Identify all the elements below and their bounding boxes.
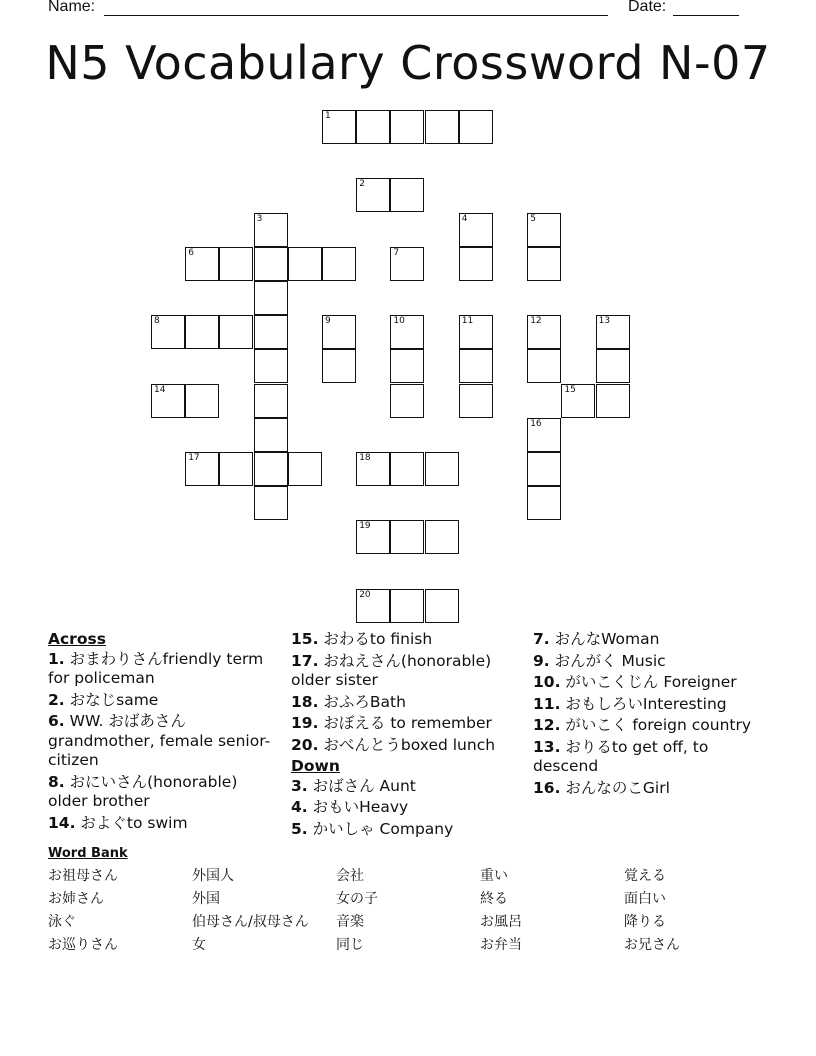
crossword-cell[interactable] <box>219 315 253 349</box>
down-clue: 12. がいこく foreign country <box>533 716 752 734</box>
cell-number: 7 <box>393 247 400 258</box>
cell-number: 6 <box>188 247 194 258</box>
across-clue: 6. WW. おばあさんgrandmother, female senior-citizen <box>48 712 271 769</box>
across-clue: 2. おなじsame <box>48 690 159 709</box>
cell-number: 2 <box>359 179 365 190</box>
cell-number: 5 <box>530 213 536 224</box>
word-bank-item: お弁当 <box>480 937 522 953</box>
word-bank-title: Word Bank <box>48 846 128 861</box>
crossword-cell[interactable] <box>185 247 219 281</box>
crossword-cell[interactable] <box>254 281 288 315</box>
down-clue: 13. おりるto get off, to descend <box>533 737 709 775</box>
crossword-cell[interactable] <box>527 213 561 247</box>
crossword-cell[interactable] <box>322 110 356 144</box>
across-clue: 20. おべんとうboxed lunch <box>291 735 496 754</box>
crossword-cell[interactable] <box>322 315 356 349</box>
word-bank-item: 音楽 <box>336 914 364 930</box>
crossword-cell[interactable] <box>254 418 288 452</box>
across-clue: 19. おぼえる to remember <box>291 714 492 732</box>
word-bank-item: 外国人 <box>192 868 234 884</box>
cell-number: 3 <box>256 213 263 224</box>
crossword-cell[interactable] <box>151 384 185 418</box>
crossword-cell[interactable] <box>390 315 424 349</box>
cell-number: 18 <box>359 453 371 463</box>
crossword-cell[interactable] <box>254 213 288 247</box>
crossword-cell[interactable] <box>596 384 630 418</box>
word-bank-item: 女の子 <box>336 891 378 907</box>
word-bank-item: 会社 <box>336 868 364 884</box>
cell-number: 8 <box>154 316 160 327</box>
cell-number: 11 <box>461 316 474 327</box>
crossword-cell[interactable] <box>390 384 424 418</box>
word-bank-item: 伯母さん/叔母さん <box>192 914 309 930</box>
word-bank-item: 女 <box>192 937 206 953</box>
crossword-cell[interactable] <box>185 315 219 349</box>
across-clue: 18. おふろBath <box>291 692 406 711</box>
word-bank-item: 外国 <box>192 891 220 907</box>
crossword-cell[interactable] <box>527 418 561 452</box>
crossword-cell[interactable] <box>254 452 288 486</box>
clues-column-3 <box>533 630 763 800</box>
crossword-cell[interactable] <box>390 178 424 212</box>
crossword-cell[interactable] <box>527 315 561 349</box>
crossword-cell[interactable] <box>425 520 459 554</box>
word-bank-item: 降りる <box>624 914 666 930</box>
crossword-cell[interactable] <box>390 589 424 623</box>
cell-number: 9 <box>325 316 331 327</box>
word-bank-item: お風呂 <box>480 914 522 930</box>
crossword-cell[interactable] <box>425 589 459 623</box>
across-clue: 14. およぐto swim <box>48 813 188 832</box>
crossword-cell[interactable] <box>390 247 424 281</box>
across-clue: 1. おまわりさんfriendly term for policeman <box>48 649 264 687</box>
date-label: Date: <box>628 0 667 15</box>
crossword-cell[interactable] <box>151 315 185 349</box>
word-bank <box>48 846 768 955</box>
cell-number: 12 <box>530 316 542 327</box>
crossword-cell[interactable] <box>390 110 424 144</box>
crossword-cell[interactable] <box>288 247 322 281</box>
crossword-cell[interactable] <box>356 110 390 144</box>
crossword-cell[interactable] <box>390 349 424 383</box>
down-clue: 5. かいしゃ Company <box>291 819 454 838</box>
clues-column-2 <box>291 630 523 841</box>
across-heading: Across <box>48 630 106 648</box>
crossword-cell[interactable] <box>219 452 253 486</box>
word-bank-item: お姉さん <box>48 891 104 907</box>
page-title: N5 Vocabulary Crossword N-07 <box>45 36 771 90</box>
across-clue: 17. おねえさん(honorable) older sister <box>291 651 492 689</box>
crossword-cell[interactable] <box>459 349 493 383</box>
crossword-cell[interactable] <box>459 384 493 418</box>
cell-number: 15 <box>564 384 576 395</box>
down-clue: 7. おんなWoman <box>533 630 660 648</box>
crossword-cell[interactable] <box>459 110 493 144</box>
word-bank-item: お祖母さん <box>48 868 118 884</box>
crossword-cell[interactable] <box>185 452 219 486</box>
crossword-cell[interactable] <box>356 589 390 623</box>
crossword-cell[interactable] <box>322 247 356 281</box>
crossword-cell[interactable] <box>322 349 356 383</box>
clues-column-1 <box>48 630 278 835</box>
word-bank-grid <box>48 867 768 955</box>
crossword-cell[interactable] <box>254 384 288 418</box>
word-bank-item: 面白い <box>624 891 666 907</box>
crossword-cell[interactable] <box>459 315 493 349</box>
crossword-cell[interactable] <box>596 349 630 383</box>
crossword-cell[interactable] <box>596 315 630 349</box>
across-clue: 8. おにいさん(honorable) older brother <box>48 772 238 810</box>
crossword-cell[interactable] <box>527 452 561 486</box>
crossword-cell[interactable] <box>527 349 561 383</box>
crossword-cell[interactable] <box>425 110 459 144</box>
down-clue: 9. おんがく Music <box>533 651 666 670</box>
cell-number: 20 <box>359 589 371 600</box>
down-clue: 3. おばさん Aunt <box>291 776 416 795</box>
down-clue: 10. がいこくじん Foreigner <box>533 673 737 691</box>
cell-number: 19 <box>359 521 371 532</box>
word-bank-item: 同じ <box>336 937 364 953</box>
cell-number: 14 <box>154 384 166 395</box>
word-bank-item: 泳ぐ <box>48 914 76 930</box>
crossword-cell[interactable] <box>356 520 390 554</box>
cell-number: 16 <box>530 418 542 429</box>
crossword-cell[interactable] <box>254 486 288 520</box>
down-clue: 16. おんなのこGirl <box>533 778 670 797</box>
crossword-cell[interactable] <box>390 452 424 486</box>
down-heading: Down <box>291 757 340 775</box>
down-clue: 11. おもしろいInteresting <box>533 694 727 713</box>
crossword-cell[interactable] <box>459 247 493 281</box>
crossword-cell[interactable] <box>185 384 219 418</box>
crossword-cell[interactable] <box>254 315 288 349</box>
cell-number: 1 <box>325 111 331 121</box>
crossword-cell[interactable] <box>527 247 561 281</box>
cell-number: 13 <box>598 316 611 327</box>
crossword-cell[interactable] <box>459 213 493 247</box>
word-bank-item: 覚える <box>624 868 666 884</box>
cell-number: 17 <box>188 453 200 463</box>
word-bank-item: 重い <box>480 868 508 884</box>
crossword-cell[interactable] <box>356 452 390 486</box>
name-label: Name: <box>48 0 96 15</box>
down-clue: 4. おもいHeavy <box>291 798 409 816</box>
crossword-cell[interactable] <box>288 452 322 486</box>
crossword-cell[interactable] <box>254 247 288 281</box>
crossword-cell[interactable] <box>561 384 595 418</box>
crossword-cell[interactable] <box>425 452 459 486</box>
crossword-cell[interactable] <box>356 178 390 212</box>
crossword-cell[interactable] <box>219 247 253 281</box>
word-bank-item: お巡りさん <box>48 937 118 953</box>
cell-number: 4 <box>461 213 468 224</box>
crossword-cell[interactable] <box>527 486 561 520</box>
word-bank-item: お兄さん <box>624 937 680 953</box>
crossword-cell[interactable] <box>254 349 288 383</box>
cell-number: 10 <box>393 316 405 327</box>
word-bank-item: 終る <box>480 891 508 907</box>
crossword-cell[interactable] <box>390 520 424 554</box>
across-clue: 15. おわるto finish <box>291 630 433 648</box>
